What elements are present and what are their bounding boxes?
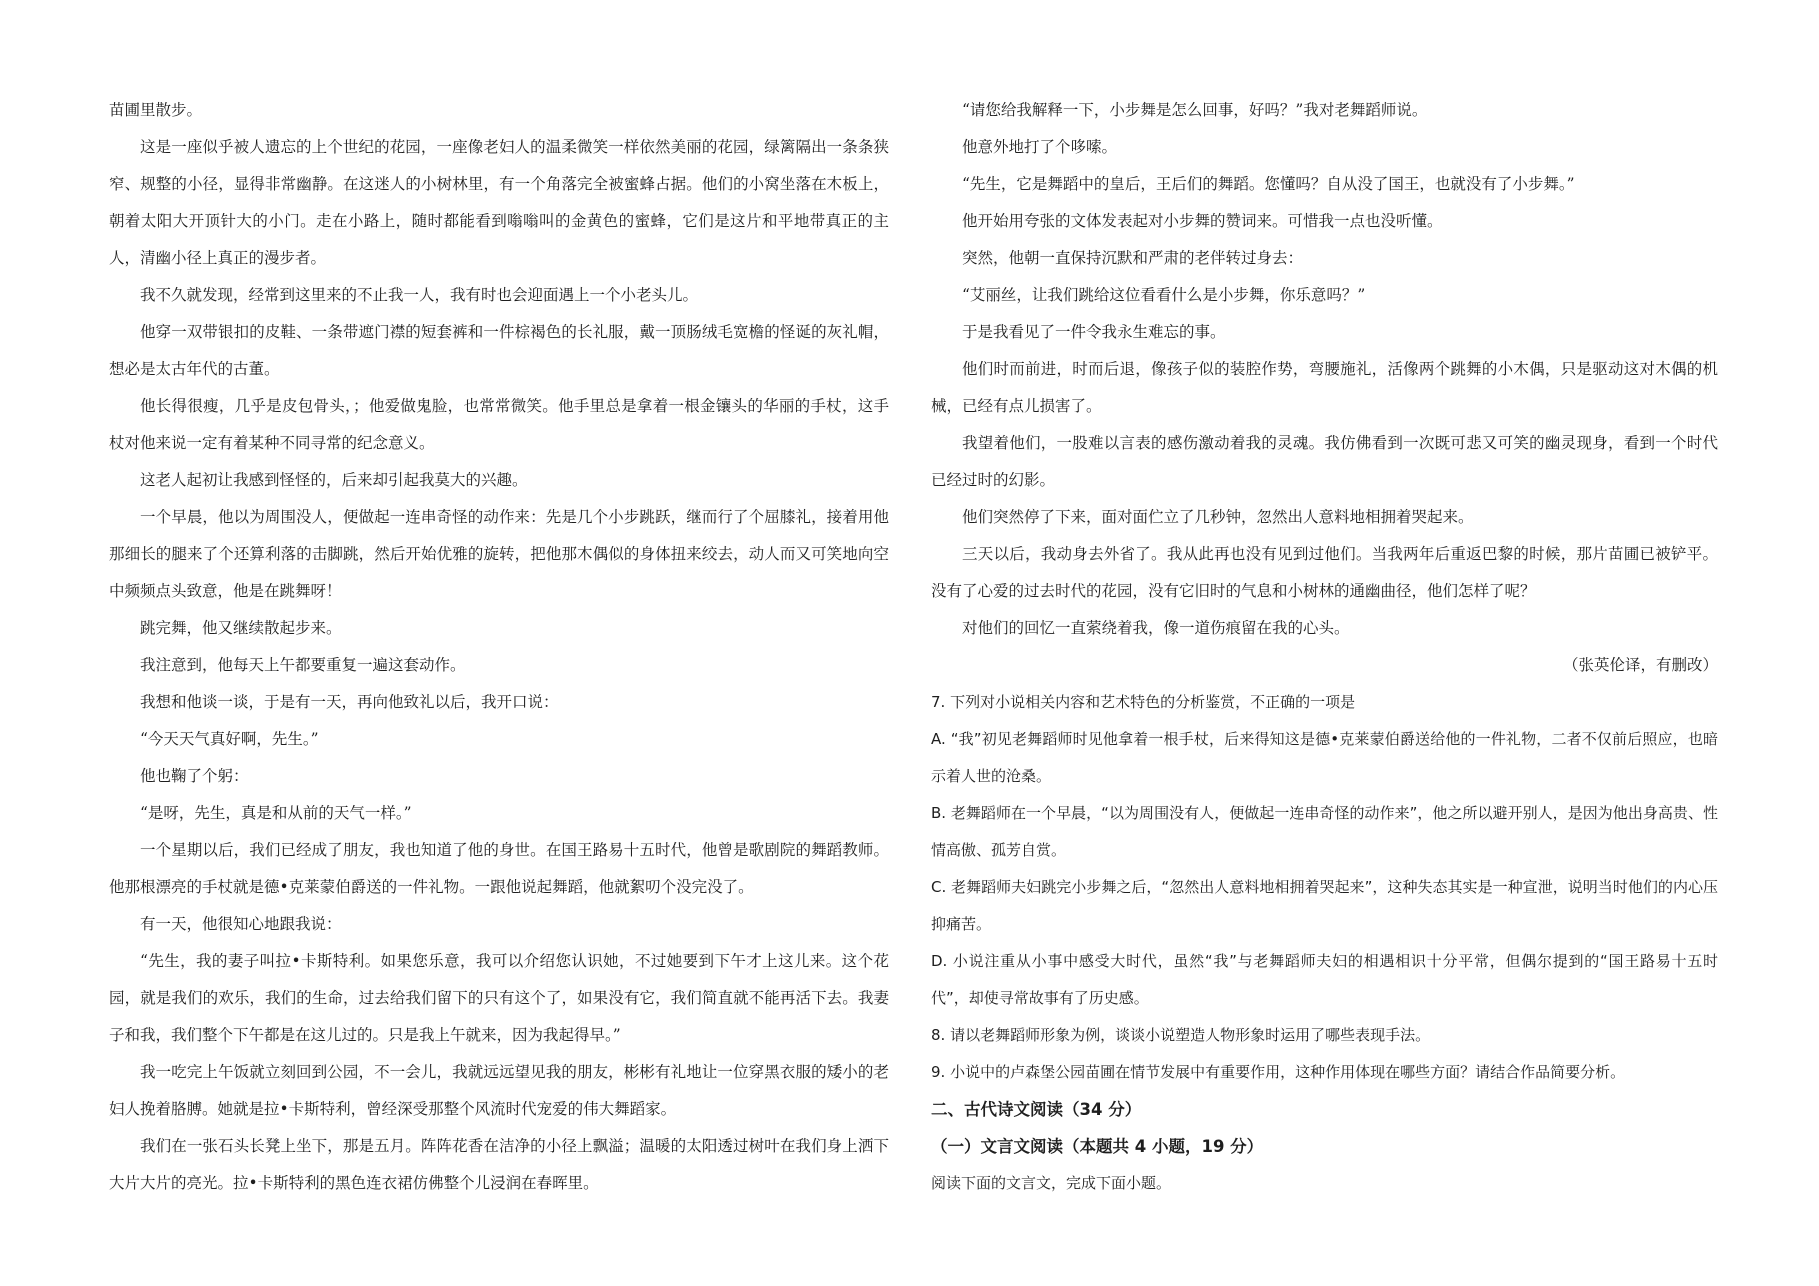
- paragraph: “先生，它是舞蹈中的皇后，王后们的舞蹈。您懂吗？自从没了国王，也就没有了小步舞。”: [962, 175, 1575, 193]
- paragraph: 有一天，他很知心地跟我说：: [140, 915, 342, 933]
- paragraph: 我注意到，他每天上午都要重复一遍这套动作。: [140, 656, 466, 674]
- left-column: [109, 92, 889, 1202]
- question-text: D. 小说注重从小事中感受大时代，虽然“我”与老舞蹈师夫妇的相遇相识十分平常，但偶尔提到的“国王路易十五时代”，却使寻常故事有了历史感。: [931, 952, 1718, 1007]
- paragraph: “是呀，先生，真是和从前的天气一样。”: [140, 804, 412, 822]
- paragraph: 他也鞠了个躬：: [140, 767, 249, 785]
- paragraph: 他开始用夸张的文体发表起对小步舞的赞词来。可惜我一点也没听懂。: [962, 212, 1443, 230]
- paragraph: 突然，他朝一直保持沉默和严肃的老伴转过身去：: [962, 249, 1304, 267]
- paragraph: “先生，我的妻子叫拉•卡斯特利。如果您乐意，我可以介绍您认识她，不过她要到下午才上这儿来。这个花园，就是我们的欢乐，我们的生命，过去给我们留下的只有这个了，如果没有它，我们简直就不能再活下去。我妻子和我，我们整个下午都是在这儿过的。只是我上午就来，因为我起得早。”: [109, 952, 889, 1044]
- paragraph: 这是一座似乎被人遗忘的上个世纪的花园，一座像老妇人的温柔微笑一样依然美丽的花园，绿篱隔出一条条狭窄、规整的小径，显得非常幽静。在这迷人的小树林里，有一个角落完全被蜜蜂占据。他们的小窝坐落在木板上，朝着太阳大开顶针大的小门。走在小路上，随时都能看到嗡嗡叫的金黄色的蜜蜂，它们是这片和平地带真正的主人，清幽小径上真正的漫步者。: [109, 138, 889, 267]
- paragraph: 他们突然停了下来，面对面伫立了几秒钟，忽然出人意料地相拥着哭起来。: [962, 508, 1474, 526]
- section-heading: 二、古代诗文阅读（34 分）: [931, 1100, 1142, 1119]
- question-text: A. “我”初见老舞蹈师时见他拿着一根手杖，后来得知这是德•克莱蒙伯爵送给他的一件礼物，二者不仅前后照应，也暗示着人世的沧桑。: [931, 730, 1718, 785]
- right-column: [931, 92, 1718, 1202]
- paragraph: 我望着他们，一股难以言表的感伤激动着我的灵魂。我仿佛看到一次既可悲又可笑的幽灵现身，看到一个时代已经过时的幻影。: [931, 434, 1718, 489]
- paragraph: 三天以后，我动身去外省了。我从此再也没有见到过他们。当我两年后重返巴黎的时候，那片苗圃已被铲平。没有了心爱的过去时代的花园，没有它旧时的气息和小树林的通幽曲径，他们怎样了呢？: [931, 545, 1718, 600]
- source-attribution: （张英伦译，有删改）: [1562, 656, 1718, 674]
- question-text: 7. 下列对小说相关内容和艺术特色的分析鉴赏，不正确的一项是: [931, 693, 1356, 711]
- question-text: 9. 小说中的卢森堡公园苗圃在情节发展中有重要作用，这种作用体现在哪些方面？请结合作品简要分析。: [931, 1063, 1626, 1081]
- paragraph: 对他们的回忆一直萦绕着我，像一道伤痕留在我的心头。: [962, 619, 1350, 637]
- paragraph: 我们在一张石头长凳上坐下，那是五月。阵阵花香在洁净的小径上飘溢；温暖的太阳透过树叶在我们身上洒下大片大片的亮光。拉•卡斯特利的黑色连衣裙仿佛整个儿浸润在春晖里。: [109, 1137, 889, 1192]
- question-text: 阅读下面的文言文，完成下面小题。: [931, 1174, 1172, 1192]
- section-heading: （一）文言文阅读（本题共 4 小题，19 分）: [931, 1137, 1264, 1156]
- question-text: C. 老舞蹈师夫妇跳完小步舞之后，“忽然出人意料地相拥着哭起来”，这种失态其实是一种宣泄，说明当时他们的内心压抑痛苦。: [931, 878, 1718, 933]
- paragraph: “请您给我解释一下，小步舞是怎么回事，好吗？”我对老舞蹈师说。: [962, 101, 1428, 119]
- paragraph: “今天天气真好啊，先生。”: [140, 730, 319, 748]
- paragraph: 我一吃完上午饭就立刻回到公园，不一会儿，我就远远望见我的朋友，彬彬有礼地让一位穿黑衣服的矮小的老妇人挽着胳膊。她就是拉•卡斯特利，曾经深受那整个风流时代宠爱的伟大舞蹈家。: [109, 1063, 889, 1118]
- paragraph: 一个早晨，他以为周围没人，便做起一连串奇怪的动作来：先是几个小步跳跃，继而行了个屈膝礼，接着用他那细长的腿来了个还算利落的击脚跳，然后开始优雅的旋转，把他那木偶似的身体扭来绞去，动人而又可笑地向空中频频点头致意，他是在跳舞呀！: [109, 508, 889, 600]
- paragraph: 苗圃里散步。: [109, 101, 203, 119]
- question-text: 8. 请以老舞蹈师形象为例，谈谈小说塑造人物形象时运用了哪些表现手法。: [931, 1026, 1431, 1044]
- paragraph: 跳完舞，他又继续散起步来。: [140, 619, 342, 637]
- paragraph: “艾丽丝，让我们跳给这位看看什么是小步舞，你乐意吗？”: [962, 286, 1366, 304]
- paragraph: 他长得很瘦，几乎是皮包骨头，；他爱做鬼脸，也常常微笑。他手里总是拿着一根金镶头的华丽的手杖，这手杖对他来说一定有着某种不同寻常的纪念意义。: [109, 397, 889, 452]
- question-text: B. 老舞蹈师在一个早晨，“以为周围没有人，便做起一连串奇怪的动作来”，他之所以避开别人，是因为他出身高贵、性情高傲、孤芳自赏。: [931, 804, 1718, 859]
- paragraph: 我不久就发现，经常到这里来的不止我一人，我有时也会迎面遇上一个小老头儿。: [140, 286, 699, 304]
- paragraph: 于是我看见了一件令我永生难忘的事。: [962, 323, 1226, 341]
- paragraph: 一个星期以后，我们已经成了朋友，我也知道了他的身世。在国王路易十五时代，他曾是歌剧院的舞蹈教师。他那根漂亮的手杖就是德•克莱蒙伯爵送的一件礼物。一跟他说起舞蹈，他就絮叨个没完没了。: [109, 841, 889, 896]
- paragraph: 这老人起初让我感到怪怪的，后来却引起我莫大的兴趣。: [140, 471, 528, 489]
- paragraph: 他穿一双带银扣的皮鞋、一条带遮门襟的短套裤和一件棕褐色的长礼服，戴一顶肠绒毛宽檐的怪诞的灰礼帽，想必是太古年代的古董。: [109, 323, 889, 378]
- paragraph: 他意外地打了个哆嗦。: [962, 138, 1118, 156]
- paragraph: 他们时而前进，时而后退，像孩子似的装腔作势，弯腰施礼，活像两个跳舞的小木偶，只是驱动这对木偶的机械，已经有点儿损害了。: [931, 360, 1718, 415]
- paragraph: 我想和他谈一谈，于是有一天，再向他致礼以后，我开口说：: [140, 693, 559, 711]
